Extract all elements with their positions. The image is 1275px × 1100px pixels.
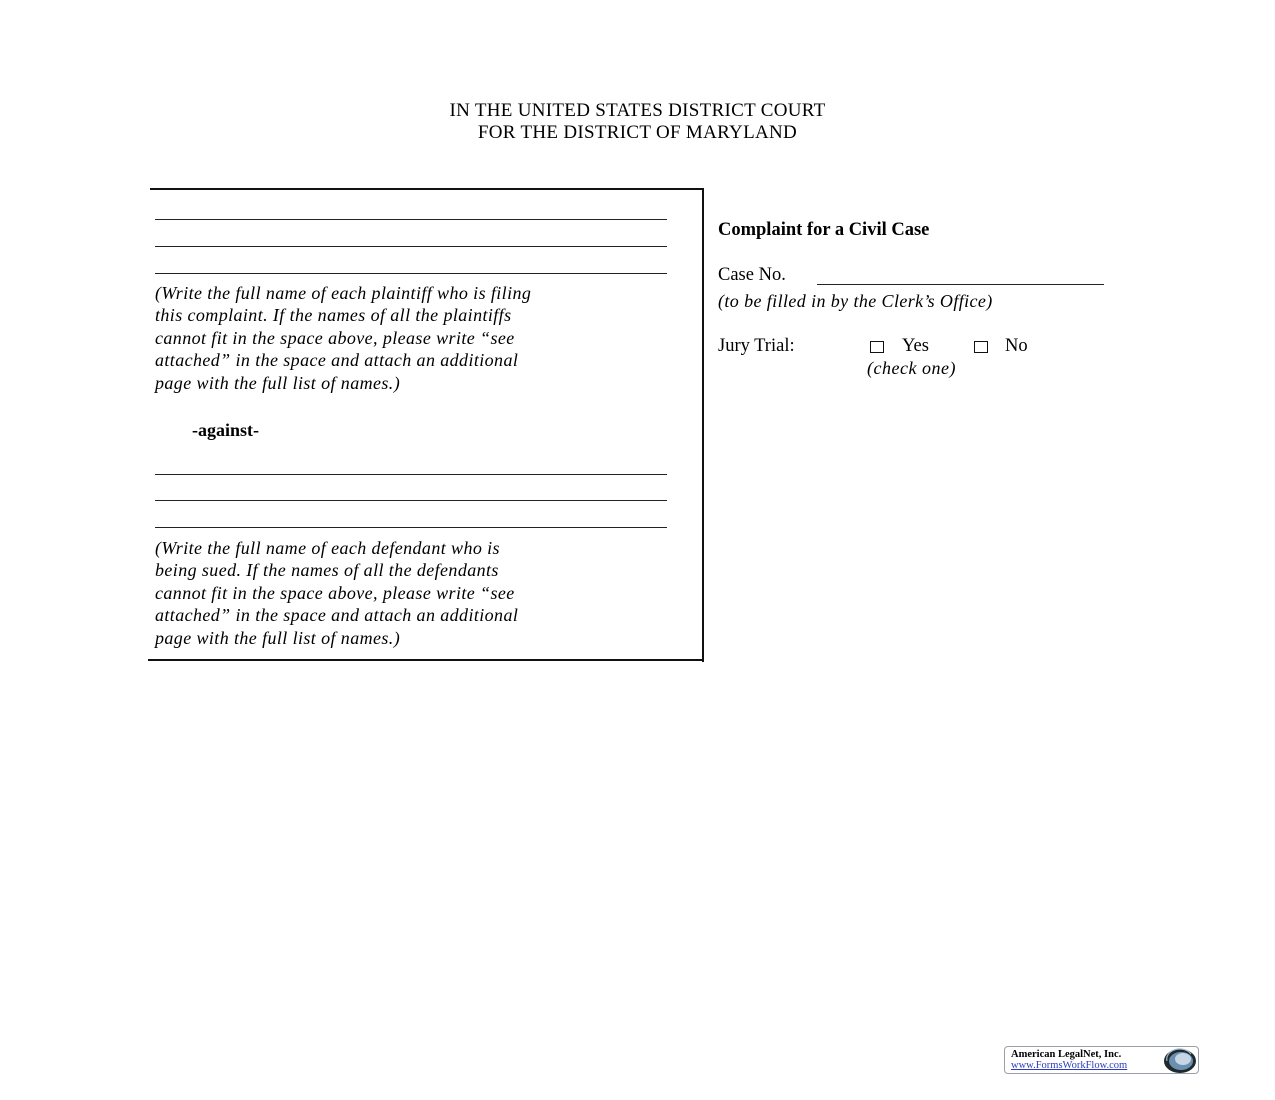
jury-yes-checkbox[interactable] xyxy=(870,341,884,353)
against-label: -against- xyxy=(192,420,259,440)
defendant-instr-line: attached” in the space and attach an additional xyxy=(155,605,519,626)
case-no-note: (to be filled in by the Clerk’s Office) xyxy=(718,291,993,311)
badge-url-link[interactable]: www.FormsWorkFlow.com xyxy=(1011,1060,1128,1071)
defendant-name-line-2[interactable] xyxy=(155,500,667,501)
plaintiff-instr-line: this complaint. If the names of all the plaintiffs xyxy=(155,305,512,326)
defendant-name-line-3[interactable] xyxy=(155,527,667,528)
case-no-label: Case No. xyxy=(718,265,786,285)
caption-box-right-border xyxy=(702,188,704,662)
jury-check-one-note: (check one) xyxy=(867,358,956,378)
court-header xyxy=(0,100,1275,144)
plaintiff-name-line-2[interactable] xyxy=(155,246,667,247)
case-no-field[interactable] xyxy=(817,284,1104,285)
plaintiff-instr-line: cannot fit in the space above, please write “see xyxy=(155,327,515,348)
plaintiff-instructions xyxy=(155,282,675,394)
plaintiff-instr-line: page with the full list of names.) xyxy=(155,372,401,393)
jury-no-label: No xyxy=(1005,336,1028,356)
defendant-instr-line: being sued. If the names of all the defendants xyxy=(155,560,499,581)
badge-company-name: American LegalNet, Inc. xyxy=(1011,1049,1122,1060)
jury-yes-label: Yes xyxy=(902,336,929,356)
defendant-instr-line: (Write the full name of each defendant who is xyxy=(155,538,500,558)
globe-logo-icon xyxy=(1161,1048,1197,1074)
plaintiff-instr-line: attached” in the space and attach an additional xyxy=(155,350,519,371)
caption-box-top-border xyxy=(150,188,704,190)
complaint-title: Complaint for a Civil Case xyxy=(718,220,930,240)
plaintiff-name-line-1[interactable] xyxy=(155,219,667,220)
court-header-line1: IN THE UNITED STATES DISTRICT COURT xyxy=(449,100,826,121)
defendant-instructions xyxy=(155,537,675,649)
jury-trial-label: Jury Trial: xyxy=(718,336,795,356)
plaintiff-instr-line: (Write the full name of each plaintiff who is filing xyxy=(155,283,532,303)
defendant-instr-line: cannot fit in the space above, please write “see xyxy=(155,582,515,603)
defendant-instr-line: page with the full list of names.) xyxy=(155,627,401,648)
defendant-name-line-1[interactable] xyxy=(155,474,667,475)
jury-no-checkbox[interactable] xyxy=(974,341,988,353)
court-header-line2: FOR THE DISTRICT OF MARYLAND xyxy=(477,122,798,143)
caption-box-bottom-border xyxy=(148,659,704,661)
plaintiff-name-line-3[interactable] xyxy=(155,273,667,274)
